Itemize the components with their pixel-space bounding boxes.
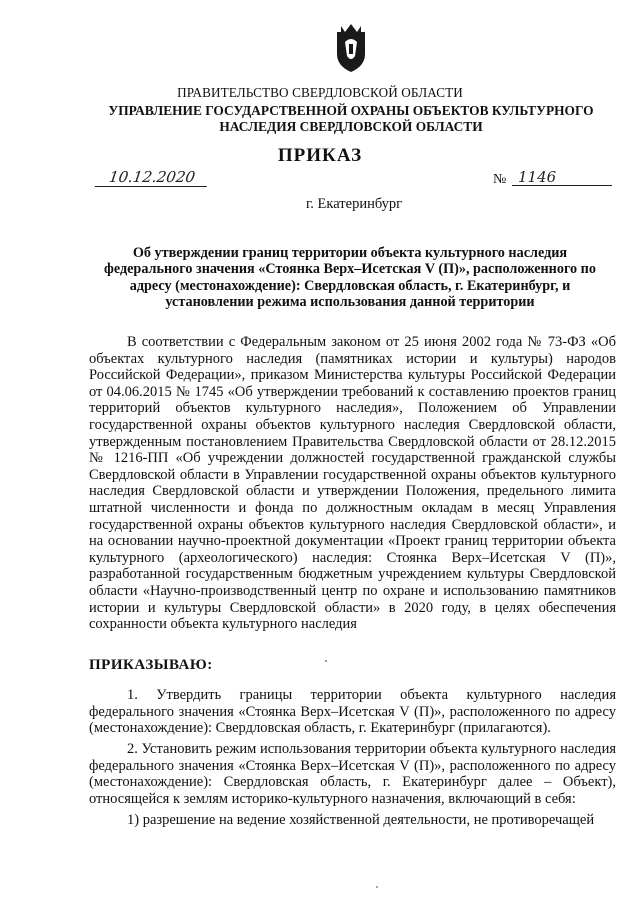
- order-item-2-subitem-1: 1) разрешение на ведение хозяйственной деятельности, не противоречащей: [127, 812, 595, 828]
- sverdlovsk-coat-of-arms-icon: [331, 22, 371, 74]
- order-item-2: 2. Установить режим использования территории объекта культурного наследия федерального значения «Стоянка Верх–Исетская V (П)», расположенного по адресу (местонахождение): Свердловская область, г. Екатеринбург далее – Объект), относящейся к землям историко-культурного назначения, включающий в себя:: [89, 741, 616, 807]
- city: г. Екатеринбург: [306, 196, 403, 212]
- document-type: ПРИКАЗ: [277, 145, 363, 166]
- order-title: Об утверждении границ территории объекта культурного наследия федерального значения «Стоянка Верх–Исетская V (П)», расположенного по адресу (местонахождение): Свердловская область, г. Екатеринбург, и установлении режима использования данной территории: [104, 245, 596, 311]
- order-number: 1146: [512, 168, 612, 186]
- order-heading: ПРИКАЗЫВАЮ:: [89, 657, 213, 673]
- organization-government: ПРАВИТЕЛЬСТВО СВЕРДЛОВСКОЙ ОБЛАСТИ: [177, 85, 463, 100]
- scan-mark: [325, 660, 327, 662]
- order-number-label: №: [493, 172, 507, 187]
- order-item-1: 1. Утвердить границы территории объекта культурного наследия федерального значения «Стоянка Верх–Исетская V (П)», расположенного по адресу (местонахождение): Свердловская область, г. Екатеринбург (прилагаются).: [89, 687, 616, 737]
- organization-department: УПРАВЛЕНИЕ ГОСУДАРСТВЕННОЙ ОХРАНЫ ОБЪЕКТОВ КУЛЬТУРНОГО НАСЛЕДИЯ СВЕРДЛОВСКОЙ ОБЛАСТИ: [108, 103, 594, 134]
- order-date: 10.12.2020: [95, 168, 210, 187]
- preamble-paragraph: В соответствии с Федеральным законом от 25 июня 2002 года № 73-ФЗ «Об объектах культурного наследия (памятниках истории и культуры) народов Российской Федерации», приказом Министерства культуры Российской Федерации от 04.06.2015 № 1745 «Об утверждении требований к составлению проектов границ территорий объектов культурного наследия», Положением об Управлении государственной охраны объектов культурного наследия Свердловской области, утвержденным постановлением Правительства Свердловской области от 28.12.2015 № 1216-ПП «Об учреждении должностей государственной гражданской службы Свердловской области в Управлении государственной охраны объектов культурного наследия Свердловской области и утверждении Положения, предельного лимита штатной численности и фонда по должностным окладам в месяц Управления государственной охраны объектов культурного наследия Свердловской области», и на основании научно-проектной документации «Проект границ территории объекта культурного (археологического) наследия: Стоянка Верх–Исетская V (П)», разработанной государственным бюджетным учреждением культуры Свердловской области «Научно-производственный центр по охране и использованию памятников истории и культуры Свердловской области» в 2020 году, в целях обеспечения сохранности объекта культурного наследия: [89, 334, 616, 633]
- scan-mark: [376, 886, 378, 888]
